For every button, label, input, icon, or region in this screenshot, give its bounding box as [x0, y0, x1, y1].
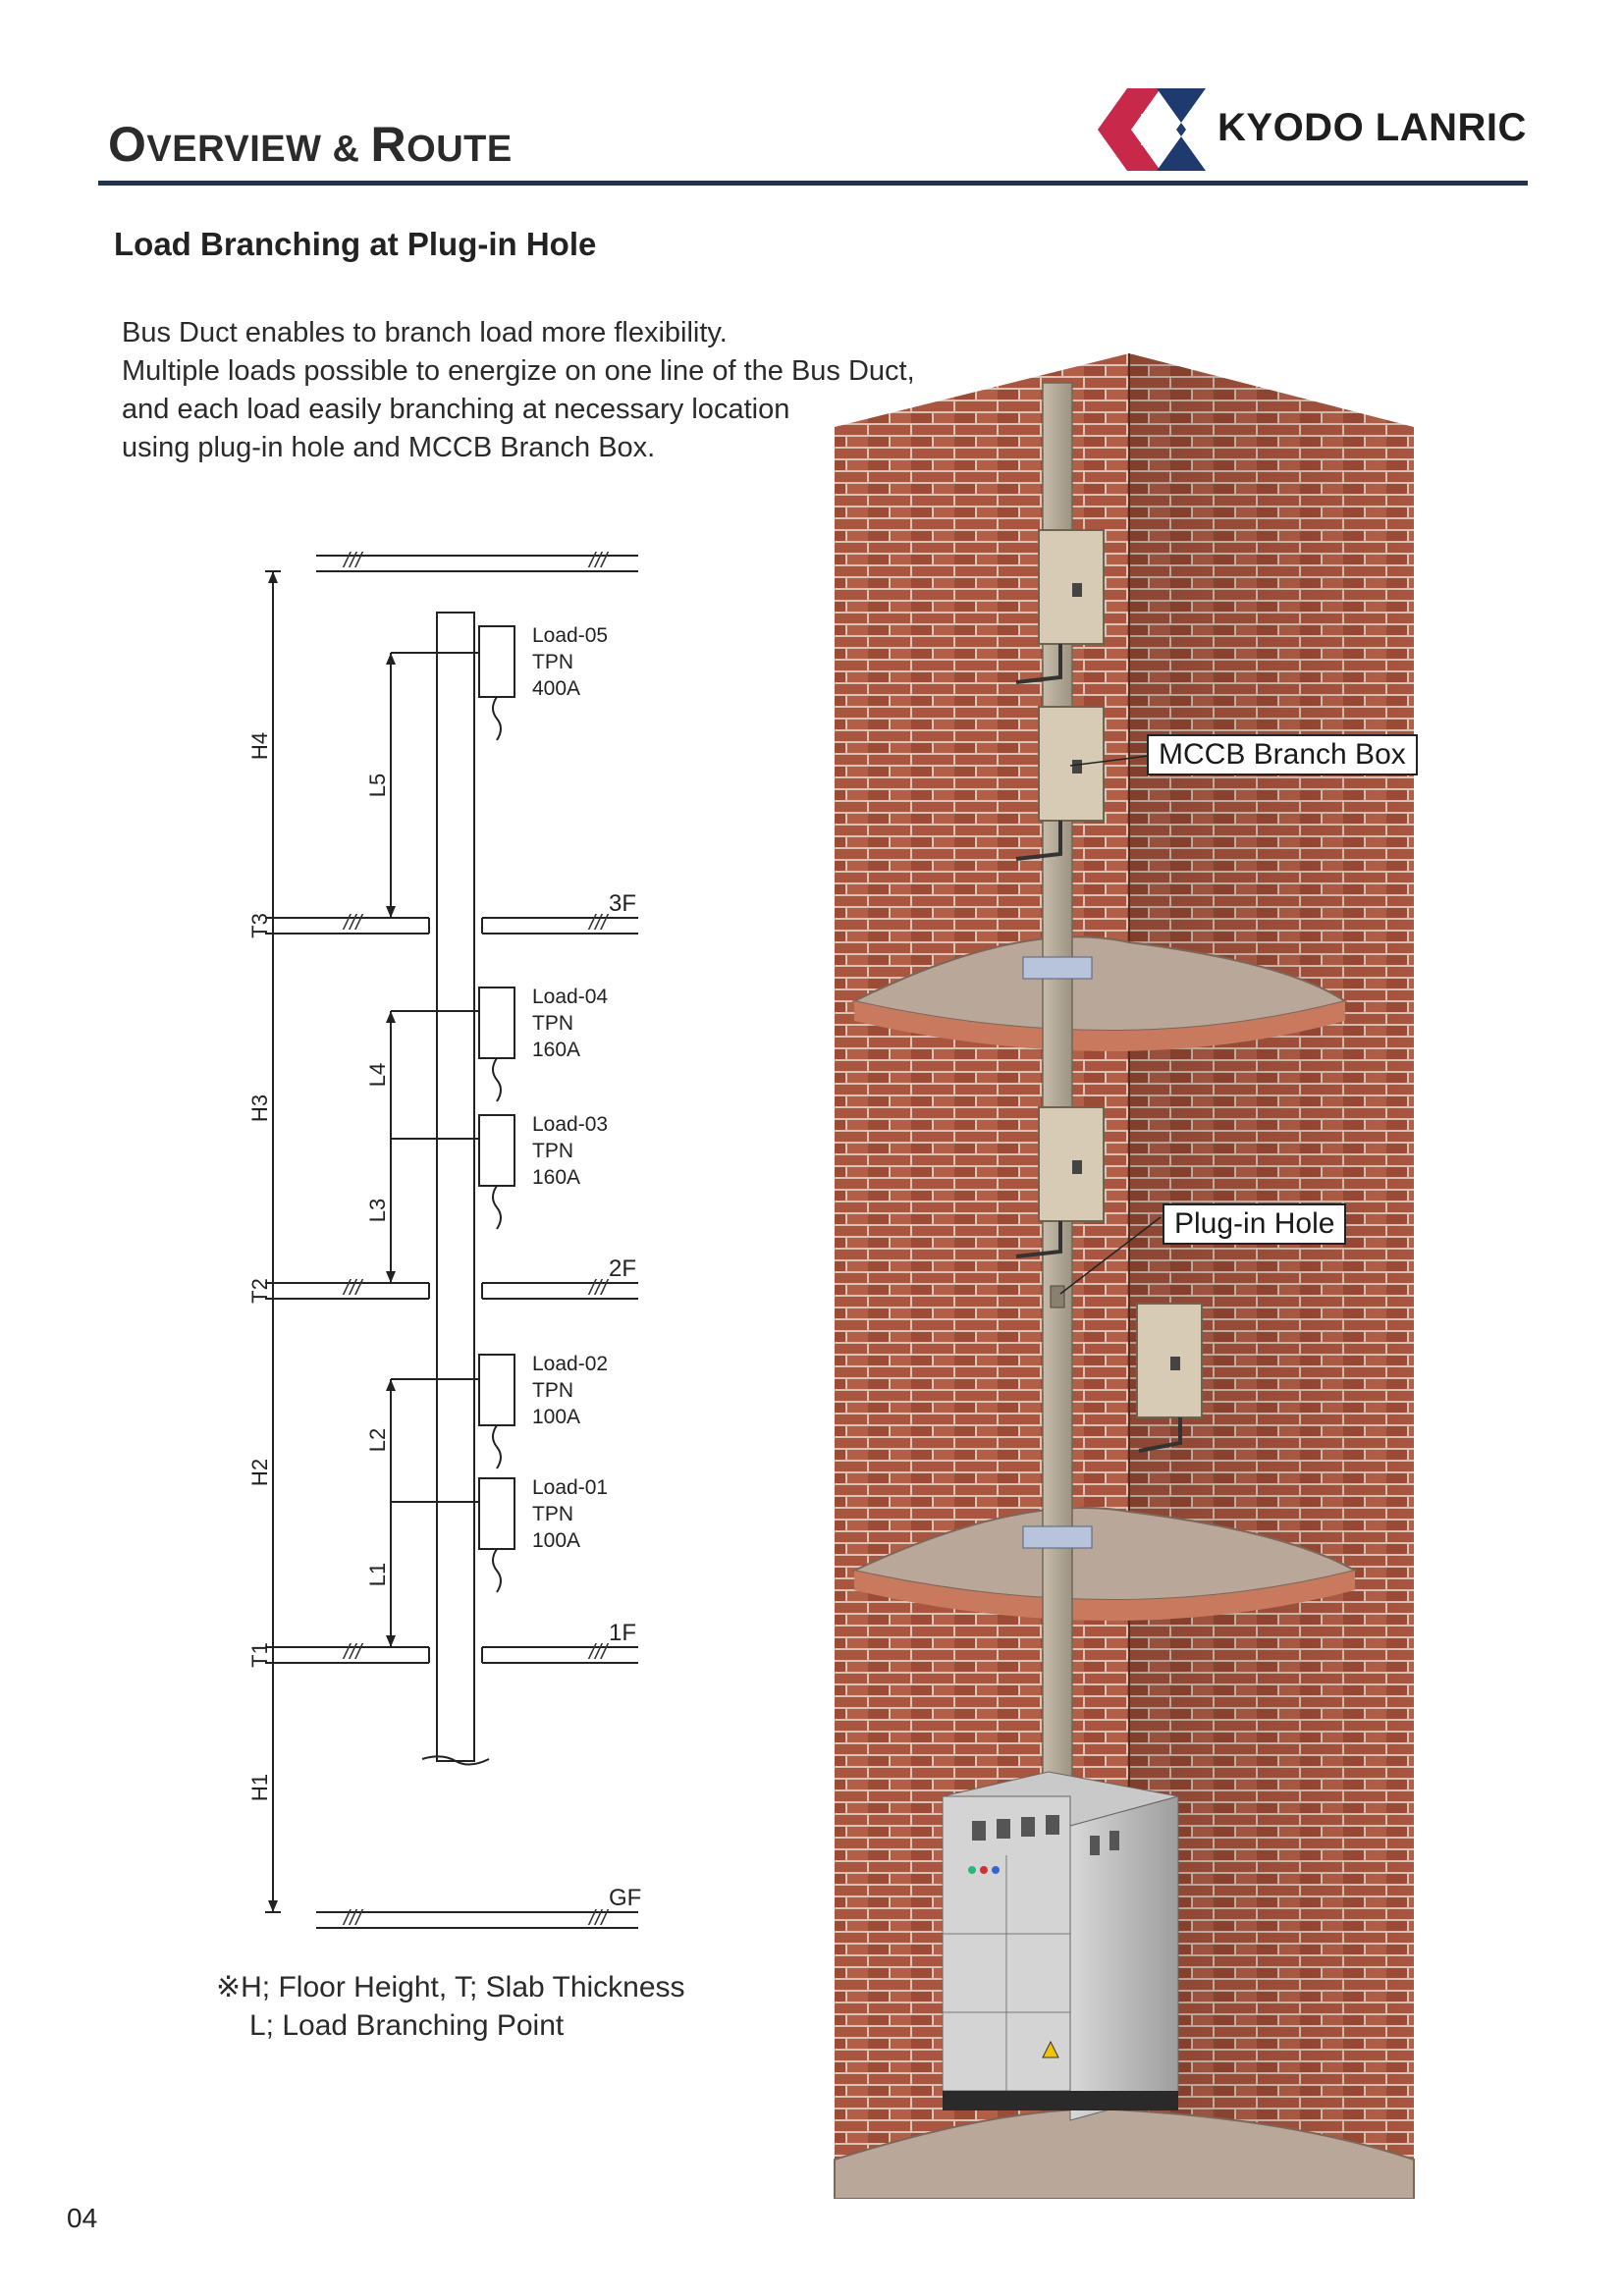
floor-label: GF — [609, 1885, 642, 1911]
hatch-mark: /// — [589, 1275, 608, 1300]
callout-plug-in-hole: Plug-in Hole — [1163, 1203, 1346, 1245]
note-line: ※H; Floor Height, T; Slab Thickness — [216, 1971, 685, 2003]
load-type: TPN — [532, 1012, 573, 1035]
hatch-mark: /// — [344, 910, 362, 934]
load-rating: 100A — [532, 1529, 581, 1552]
intro-line: Multiple loads possible to energize on one line of the Bus Duct, — [122, 355, 915, 387]
hatch-mark: /// — [344, 1639, 362, 1664]
load-name: Load-05 — [532, 624, 609, 647]
note-line: L; Load Branching Point — [249, 2009, 565, 2042]
load-type: TPN — [532, 1140, 573, 1162]
load-box — [479, 1115, 514, 1186]
cable-tail — [493, 1425, 501, 1468]
page-title: OVERVIEW & ROUTE — [108, 117, 513, 172]
brand-name: KYODO LANRIC — [1217, 106, 1527, 149]
load-name: Load-02 — [532, 1353, 609, 1375]
section-title: Load Branching at Plug-in Hole — [114, 226, 597, 262]
load-box — [479, 1355, 514, 1425]
load-rating: 400A — [532, 677, 581, 700]
diagram-notes — [216, 1968, 685, 2045]
load-rating: 100A — [532, 1406, 581, 1428]
cable-tail — [493, 1549, 501, 1592]
branch-label: L2 — [365, 1427, 390, 1453]
floor-label: 2F — [609, 1255, 637, 1282]
hatch-mark: /// — [589, 548, 608, 572]
branch-label: L4 — [365, 1062, 390, 1088]
hatch-mark: /// — [589, 1639, 608, 1664]
cable-tail — [493, 1058, 501, 1101]
load-box — [479, 626, 514, 697]
cable-tail — [493, 697, 501, 740]
branch-label: L5 — [365, 773, 390, 798]
slab-label: T2 — [247, 1278, 272, 1304]
hatch-mark: /// — [344, 1275, 362, 1300]
hatch-mark: /// — [589, 910, 608, 934]
load-name: Load-01 — [532, 1476, 609, 1499]
hatch-mark: /// — [589, 1905, 608, 1930]
slab-label: T3 — [247, 913, 272, 938]
plug-in-hole — [1051, 1286, 1064, 1308]
callout-mccb-branch-box: MCCB Branch Box — [1147, 734, 1418, 775]
load-type: TPN — [532, 1379, 573, 1402]
load-name: Load-03 — [532, 1113, 609, 1136]
load-box — [479, 1478, 514, 1549]
bus-duct — [437, 613, 474, 1761]
height-label: H1 — [247, 1773, 272, 1802]
floor-label: 1F — [609, 1620, 637, 1646]
main-switchboard — [943, 1772, 1178, 2120]
intro-line: using plug-in hole and MCCB Branch Box. — [122, 432, 656, 463]
load-box — [479, 988, 514, 1058]
hatch-mark: /// — [344, 548, 362, 572]
dimension-arrows — [268, 571, 396, 1912]
load-name: Load-04 — [532, 986, 609, 1008]
bus-duct-illustration — [825, 353, 1443, 2199]
slab-label: T1 — [247, 1642, 272, 1668]
load-rating: 160A — [532, 1166, 581, 1189]
intro-line: Bus Duct enables to branch load more flexibility. — [122, 317, 728, 348]
height-label: H3 — [247, 1094, 272, 1123]
load-type: TPN — [532, 1503, 573, 1525]
branch-label: L3 — [365, 1198, 390, 1223]
hatch-mark: /// — [344, 1905, 362, 1930]
load-rating: 160A — [532, 1039, 581, 1061]
height-label: H4 — [247, 731, 272, 761]
cable-tail — [493, 1186, 501, 1229]
height-label: H2 — [247, 1458, 272, 1487]
branch-label: L1 — [365, 1562, 390, 1587]
duct-support — [1023, 957, 1092, 979]
duct-support — [1023, 1526, 1092, 1548]
load-type: TPN — [532, 651, 573, 673]
floor-label: 3F — [609, 890, 637, 917]
page-number: 04 — [67, 2203, 98, 2233]
intro-line: and each load easily branching at necessary location — [122, 394, 790, 425]
